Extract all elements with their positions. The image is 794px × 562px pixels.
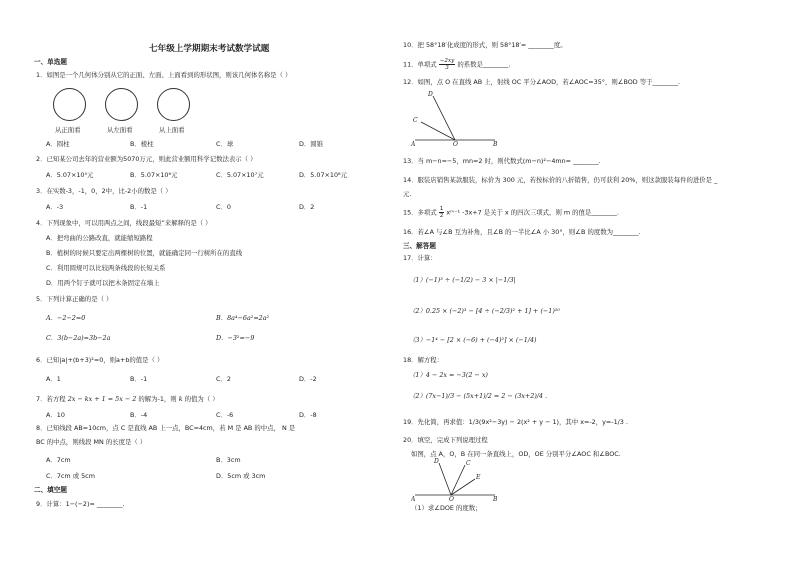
q10-text: 10．把 58°18′化成度的形式，则 58°18′= ________度。	[403, 41, 567, 49]
q2-option-d[interactable]: D．5.07×10⁸元	[299, 171, 347, 179]
q12-label-d: D	[428, 91, 433, 98]
left-view-circle	[105, 88, 138, 121]
page-title: 七年级上学期期末考试数学试题	[149, 44, 270, 54]
q1-option-c[interactable]: C．球	[216, 140, 234, 148]
front-view-circle	[53, 88, 86, 121]
q11-pre: 11．单项式	[403, 60, 437, 69]
q15-pre: 15．多项式	[403, 208, 437, 217]
left-view-label: 从左面看	[107, 126, 133, 134]
front-view-label: 从正面看	[55, 126, 81, 134]
q15-numerator: 1	[439, 206, 444, 212]
q15-mid: xᵐ⁻¹ -3x+7 是关于 x 的四次三项式，则 m 的值是________.	[446, 208, 619, 217]
q2-option-b[interactable]: B．5.07×10⁶元	[130, 171, 178, 179]
q15-fraction	[439, 206, 445, 219]
q13-text: 13．当 m−n=−5，mn=2 时，则代数式(m−n)²−4mn= ________.	[403, 157, 601, 165]
q1-option-a[interactable]: A．圆柱	[46, 140, 70, 148]
q2-option-a[interactable]: A．5.07×10⁵元	[46, 171, 94, 179]
q3-option-b[interactable]: B．-1	[130, 203, 148, 211]
top-view-circle	[157, 88, 190, 121]
q7-option-b[interactable]: B．-4	[130, 411, 148, 419]
q4-option-b[interactable]: B．植树的时候只要定出两棵树的位置，就能确定同一行树所在的直线	[46, 249, 243, 257]
q7-text	[36, 395, 219, 403]
q12-text: 12．如图，点 O 在直线 AB 上，射线 OC 平分∠AOD，若∠AOC=35°，则∠BOD 等于________.	[403, 78, 681, 86]
q17-item-1: （1）(−1)³ ÷ (−1/2) − 3 × |−1/3|	[409, 276, 516, 284]
q5-option-b[interactable]: B．8a⁴−6a²=2a²	[216, 314, 270, 322]
q20-figure	[411, 457, 501, 503]
q20-label-d: D	[434, 458, 439, 465]
q6-option-c[interactable]: C．2	[216, 375, 231, 383]
q1-option-d[interactable]: D．圆锥	[299, 140, 324, 148]
q3-option-d[interactable]: D．2	[299, 203, 315, 211]
q15-text	[403, 206, 619, 220]
q20-label-o: O	[449, 496, 454, 503]
q7-end: 的值为（ ）	[184, 395, 219, 403]
q20-label-b: B	[493, 496, 498, 503]
q6-option-d[interactable]: D．-2	[299, 375, 317, 383]
q8-line1: 8．已知线段 AB=10cm，点 C 是直线 AB 上一点，BC=4cm，若 M 是 AB 的中点， N 是	[36, 424, 296, 432]
q7-option-c[interactable]: C．-6	[216, 411, 234, 419]
q11-text	[403, 58, 511, 72]
q5-option-a[interactable]: A．−2−2=0	[46, 314, 86, 322]
q12-ray-od	[433, 96, 455, 140]
q17-text: 17．计算：	[403, 254, 437, 262]
q15-denominator: 2	[439, 213, 444, 219]
q11-post: 的系数是________.	[457, 60, 511, 69]
top-view-label: 从上面看	[159, 126, 185, 134]
q17-item-3: （3）−1⁴ − [2 × (−6) + (−4)²] × (−1/4)	[409, 336, 537, 344]
q16-text: 16．若∠A 与∠B 互为补角，且∠B 的一半比∠A 小 30°，则∠B 的度数为________.	[403, 228, 641, 236]
q1-option-b[interactable]: B．棱柱	[130, 140, 154, 148]
q14-line2: 元.	[403, 190, 412, 198]
q14-line1: 14．服装店销售某款服装，标价为 300 元，若按标价的八折销售，仍可获利 20%，则这款服装每件的进价是 _	[403, 176, 718, 184]
q1-text: 1．如图是一个几何体分别从它的正面、左面、上面看到的形状图，则该几何体名称是（ ）	[36, 71, 292, 79]
q8-option-b[interactable]: B．3cm	[216, 456, 241, 464]
q20-sub1: （1）求∠DOE 的度数；	[411, 504, 482, 512]
q9-text: 9．计算：1−(−2)= ________.	[36, 500, 125, 508]
q12-label-o: O	[453, 141, 458, 146]
q7-k: k	[178, 395, 183, 403]
q8-line2: BC 的中点，则线段 MN 的长度是（ ）	[36, 438, 147, 446]
q11-fraction	[439, 58, 456, 71]
q12-label-b: B	[493, 141, 498, 146]
q20-ray-od	[439, 463, 451, 495]
q7-option-a[interactable]: A．10	[46, 411, 65, 419]
q4-option-a[interactable]: A．把弯曲的公路改直，就能缩短路程	[46, 234, 153, 242]
q11-numerator: −2xy	[439, 58, 455, 64]
q7-post: 的解为-1，则	[138, 395, 177, 403]
q5-option-d[interactable]: D．−3²=−9	[216, 334, 255, 342]
q8-option-d[interactable]: D．5cm 或 3cm	[216, 472, 266, 480]
q8-option-c[interactable]: C．7cm 或 5cm	[46, 472, 95, 480]
q4-option-c[interactable]: C．利用圆规可以比较两条线段的长短关系	[46, 264, 166, 272]
q3-option-c[interactable]: C．0	[216, 203, 231, 211]
q7-option-d[interactable]: D．-8	[299, 411, 317, 419]
section-answer: 三、解答题	[403, 242, 436, 250]
q7-pre: 7．若方程	[36, 395, 66, 403]
q5-option-c[interactable]: C．3(b−2a)=3b−2a	[46, 334, 111, 342]
q20-label-a: A	[411, 496, 416, 503]
section-single-choice: 一、单选题	[34, 58, 67, 66]
q18-text: 18．解方程：	[403, 356, 444, 364]
q12-ray-oc	[421, 122, 455, 140]
q12-figure	[409, 90, 505, 146]
q2-option-c[interactable]: C．5.07×10⁷元	[216, 171, 264, 179]
section-fill-blank: 二、填空题	[34, 486, 67, 494]
q6-option-a[interactable]: A．1	[46, 375, 61, 383]
q18-item-2: （2）(7x−1)/3 − (5x+1)/2 = 2 − (3x+2)/4 .	[409, 392, 548, 400]
q20-text: 20．填空，完成下列说理过程	[403, 436, 488, 444]
q20-label-e: E	[476, 474, 481, 481]
q3-option-a[interactable]: A．-3	[46, 203, 64, 211]
q7-equation: 2x − kx + 1 = 5x − 2	[67, 395, 137, 403]
q6-text: 6．已知|a|+(b+3)²=0，则a+b的值是（ ）	[36, 356, 164, 364]
q4-text: 4．下列现象中，可以用两点之间，线段最短”来解释的是（ ）	[36, 219, 212, 227]
q12-label-c: C	[413, 117, 418, 124]
q3-text: 3．在实数-3，-1，0，2中，比-2小的数是（ ）	[36, 187, 172, 195]
q6-option-b[interactable]: B．-1	[130, 375, 148, 383]
q4-option-d[interactable]: D．用两个钉子就可以把木条固定在墙上	[46, 279, 160, 287]
q8-option-a[interactable]: A．7cm	[46, 456, 71, 464]
q18-item-1: （1）4 − 2x = −3(2 − x)	[409, 371, 488, 379]
q19-text: 19．先化简，再求值：1/3(9x²−3y) − 2(x² + y − 1)，其中 x=-2，y=-1/3 .	[403, 418, 628, 426]
q17-item-2: （2）0.25 × (−2)³ − [4 ÷ (−2/3)² + 1] + (−1)²⁰	[409, 307, 560, 315]
q20-label-c: C	[466, 460, 471, 467]
q20-line2: 如图，点 A，O，B 在同一条直线上，OD，OE 分别平分∠AOC 和∠BOC.	[411, 450, 621, 458]
q5-text: 5．下列计算正确的是（ ）	[36, 295, 113, 303]
q2-text: 2．已知某公司去年的营业额为5070万元，则此营业额用科学记数法表示（ ）	[36, 155, 257, 163]
q12-label-a: A	[411, 141, 416, 146]
q11-denominator: 3	[445, 65, 449, 71]
